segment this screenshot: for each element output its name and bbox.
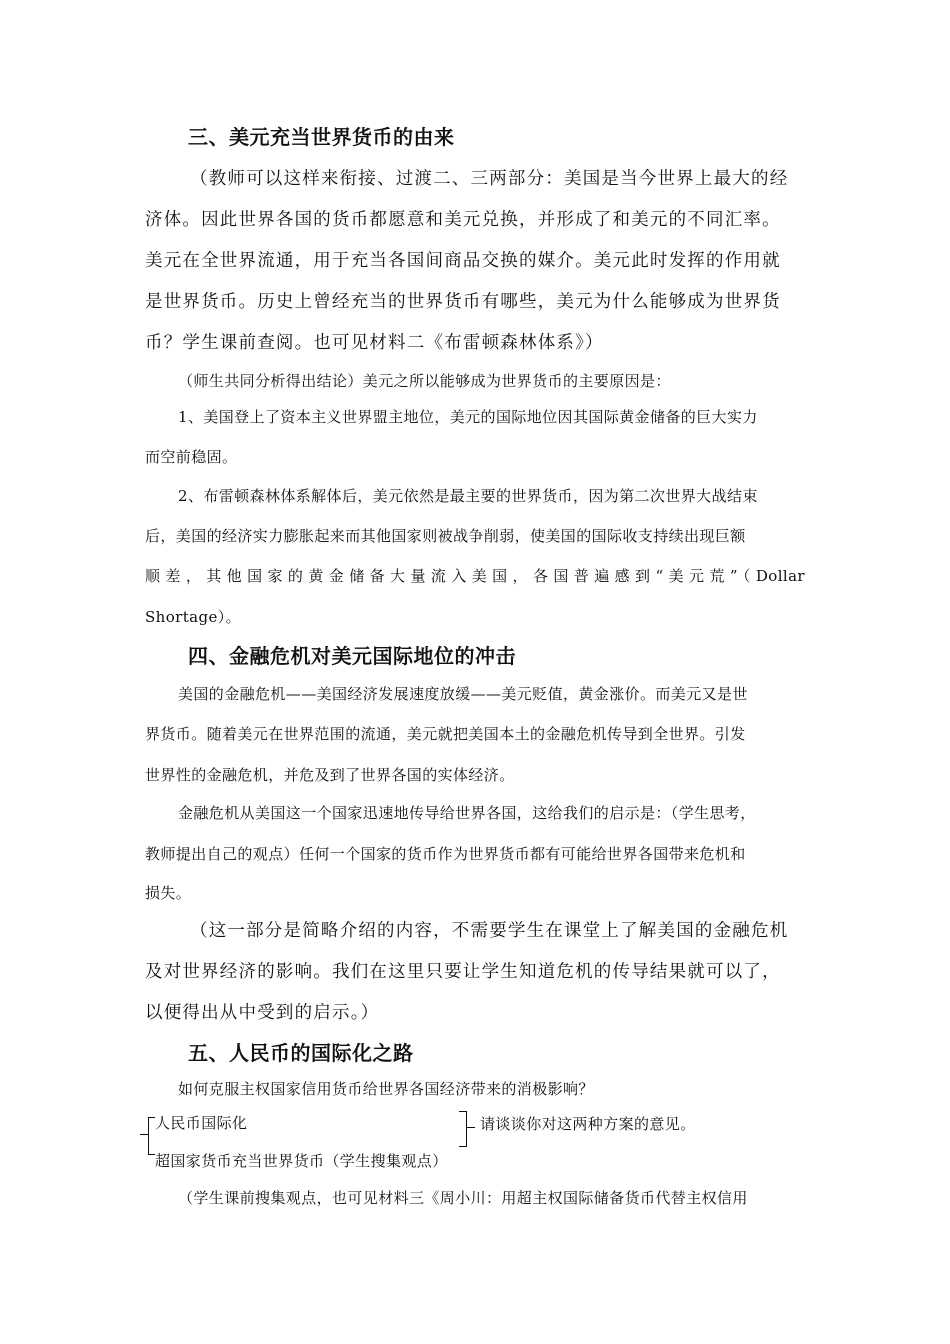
option-2-label: 超国家货币充当世界货币（学生搜集观点）	[155, 1152, 448, 1170]
section-5-prompt: 请谈谈你对这两种方案的意见。	[480, 1115, 696, 1133]
section-3-reason-2-line-3: 顺差，其他国家的黄金储备大量流入美国，各国普遍感到“美元荒”（Dollar	[145, 567, 805, 585]
section-3-reason-2-line-1: 2、布雷顿森林体系解体后，美元依然是最主要的世界货币，因为第二次世界大战结束	[178, 487, 758, 505]
section-5-question: 如何克服主权国家信用货币给世界各国经济带来的消极影响？	[178, 1080, 594, 1098]
section-3-reason-1-line-2: 而空前稳固。	[145, 448, 238, 466]
section-5-last-line: （学生课前搜集观点，也可见材料三《周小川：用超主权国际储备货币代替主权信用	[178, 1189, 748, 1207]
section-3-intro-line-4: 是世界货币。历史上曾经充当的世界货币有哪些，美元为什么能够成为世界货	[145, 292, 781, 312]
right-brace	[459, 1111, 467, 1147]
section-4-para-1-line-3: 世界性的金融危机，并危及到了世界各国的实体经济。	[145, 766, 515, 784]
right-brace-tip	[467, 1127, 475, 1128]
section-3-intro-line-5: 币？学生课前查阅。也可见材料二《布雷顿森林体系》）	[145, 333, 604, 353]
section-4-para-2-line-1: 金融危机从美国这一个国家迅速地传导给世界各国，这给我们的启示是：（学生思考，	[178, 804, 756, 822]
section-3-reason-1-line-1: 1、美国登上了资本主义世界盟主地位，美元的国际地位因其国际黄金储备的巨大实力	[178, 408, 758, 426]
section-4-note-line-2: 及对世界经济的影响。我们在这里只要让学生知道危机的传导结果就可以了，	[145, 962, 781, 982]
section-3-conclusion-intro: （师生共同分析得出结论）美元之所以能够成为世界货币的主要原因是：	[178, 372, 671, 390]
section-3-reason-2-line-2: 后，美国的经济实力膨胀起来而其他国家则被战争削弱，使美国的国际收支持续出现巨额	[145, 527, 746, 545]
option-1-label: 人民币国际化	[155, 1114, 248, 1132]
left-brace-tip	[140, 1134, 148, 1135]
section-3-intro-line-3: 美元在全世界流通，用于充当各国间商品交换的媒介。美元此时发挥的作用就	[145, 251, 781, 271]
section-4-note-line-3: 以便得出从中受到的启示。）	[145, 1003, 380, 1023]
section-4-para-1-line-1: 美国的金融危机——美国经济发展速度放缓——美元贬值，黄金涨价。而美元又是世	[178, 685, 748, 703]
section-4-para-1-line-2: 界货币。随着美元在世界范围的流通，美元就把美国本土的金融危机传导到全世界。引发	[145, 725, 746, 743]
section-3-heading: 三、美元充当世界货币的由来	[188, 125, 455, 149]
section-4-para-2-line-3: 损失。	[145, 884, 192, 902]
left-brace	[148, 1117, 155, 1155]
section-3-reason-2-line-4: Shortage）。	[145, 608, 242, 626]
section-4-heading: 四、金融危机对美元国际地位的冲击	[188, 644, 516, 668]
section-3-intro-line-1: （教师可以这样来衔接、过渡二、三两部分：美国是当今世界上最大的经	[190, 169, 789, 189]
section-3-intro-line-2: 济体。因此世界各国的货币都愿意和美元兑换，并形成了和美元的不同汇率。	[145, 210, 781, 230]
section-4-note-line-1: （这一部分是简略介绍的内容，不需要学生在课堂上了解美国的金融危机	[190, 921, 789, 941]
section-5-heading: 五、人民币的国际化之路	[188, 1041, 414, 1065]
section-4-para-2-line-2: 教师提出自己的观点）任何一个国家的货币作为世界货币都有可能给世界各国带来危机和	[145, 845, 746, 863]
